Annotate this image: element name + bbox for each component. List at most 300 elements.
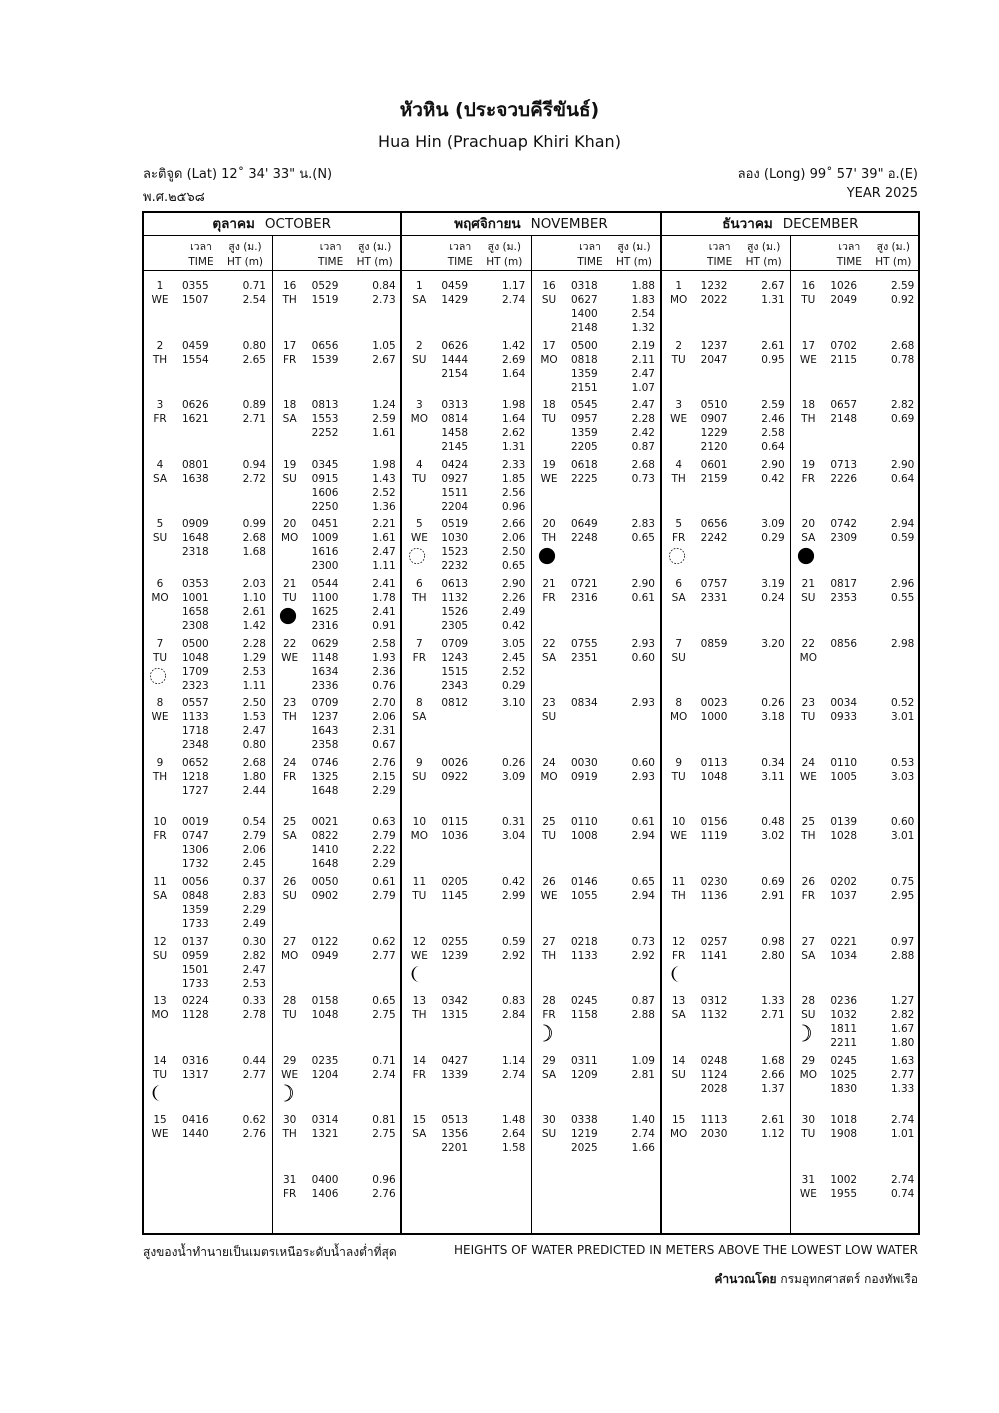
weekday: TH [671, 890, 686, 902]
tide-height: 0.59 [890, 532, 915, 545]
tide-time: 0158 [311, 995, 339, 1008]
tide-height: 2.93 [631, 697, 655, 710]
tide-height: 3.09 [501, 770, 526, 783]
day-number: 15 [153, 1114, 167, 1127]
day-label [148, 815, 172, 843]
tide-time: 0513 [441, 1114, 469, 1127]
tide-time: 0030 [571, 756, 598, 769]
tide-height: 2.92 [631, 949, 655, 962]
tide-day-entry [796, 1113, 918, 1171]
tide-heights [625, 458, 655, 486]
tide-times [830, 637, 870, 651]
tide-time: 0342 [441, 995, 469, 1008]
tide-times [312, 756, 352, 798]
weekday: TU [282, 1009, 297, 1022]
tide-times [441, 875, 481, 903]
tide-time: 0110 [571, 816, 598, 829]
tide-heights [625, 637, 655, 665]
weekday: SU [671, 651, 686, 664]
tide-time: 0122 [311, 935, 339, 948]
height-header: HT (m) [226, 256, 264, 268]
tide-time: 0859 [700, 637, 728, 650]
height-header: HT (m) [875, 256, 912, 268]
tide-day-entry [796, 1054, 918, 1112]
tide-time: 1037 [830, 890, 858, 902]
tide-day-entry [667, 994, 789, 1052]
day-label [148, 398, 172, 426]
tide-times [312, 1173, 352, 1201]
weekday: TU [541, 830, 557, 843]
tide-heights [625, 696, 655, 710]
tide-height: 2.64 [501, 1128, 526, 1141]
tide-times [182, 1054, 222, 1082]
tide-time: 1008 [571, 830, 598, 843]
tide-day-entry [278, 1113, 400, 1171]
credit-organization: กรมอุทกศาสตร์ กองทัพเรือ [780, 1272, 918, 1286]
tide-time: 1658 [182, 606, 209, 618]
tide-heights [366, 1173, 396, 1201]
tide-time: 1219 [571, 1128, 598, 1141]
tide-height: 1.67 [890, 1023, 915, 1036]
tide-times [571, 517, 611, 545]
tide-day-entry [148, 756, 270, 814]
day-label [796, 637, 820, 665]
tide-time: 0957 [571, 413, 598, 426]
tide-heights [625, 577, 655, 605]
day-number: 1 [675, 280, 682, 292]
tide-times [312, 458, 352, 514]
tide-height: 0.95 [761, 353, 785, 366]
tide-time: 1519 [311, 294, 339, 306]
day-label [796, 398, 820, 426]
tide-time: 0927 [441, 472, 469, 485]
tide-time: 0034 [830, 697, 858, 710]
tide-time: 1733 [182, 918, 209, 930]
day-label [796, 279, 820, 307]
tide-height: 2.47 [631, 367, 655, 380]
day-number: 21 [801, 578, 816, 590]
tide-height: 2.68 [242, 532, 266, 545]
tide-time: 1811 [830, 1023, 858, 1036]
tide-time: 2250 [311, 500, 339, 513]
tide-day-entry [667, 756, 789, 814]
day-number: 29 [801, 1054, 816, 1067]
tide-heights [884, 1173, 914, 1201]
tide-time: 1113 [700, 1114, 728, 1127]
tide-time: 0202 [830, 876, 858, 888]
weekday: TH [282, 711, 297, 724]
tide-time: 0817 [830, 578, 858, 590]
weekday: TH [282, 1128, 297, 1141]
tide-time: 0721 [571, 578, 598, 590]
tide-height: 0.26 [761, 697, 785, 710]
day-label [407, 756, 431, 784]
tide-day-entry [796, 279, 918, 337]
time-header-thai: เวลา [579, 241, 601, 253]
tide-day-entry [148, 517, 270, 575]
day-number: 23 [282, 697, 297, 710]
tide-height: 0.55 [890, 592, 915, 604]
day-label [537, 935, 561, 963]
weekday: FR [801, 890, 815, 902]
tide-times [312, 517, 352, 573]
tide-time: 1124 [700, 1068, 728, 1081]
day-label [407, 517, 431, 545]
time-header-thai: เวลา [708, 241, 731, 253]
weekday: TU [801, 294, 816, 306]
tide-times [441, 517, 481, 573]
tide-times [182, 696, 222, 752]
day-number: 7 [415, 637, 423, 650]
tide-time: 1048 [700, 770, 728, 783]
weekday: SA [541, 1068, 557, 1081]
tide-time: 2351 [571, 651, 598, 664]
month-title [661, 213, 920, 235]
tide-heights [495, 517, 525, 573]
tide-height: 0.60 [631, 651, 655, 664]
tide-height: 3.20 [761, 637, 785, 650]
height-header-thai: สูง (ม.) [228, 241, 262, 253]
tide-height: 2.68 [890, 339, 915, 352]
tide-time: 0709 [441, 637, 469, 650]
tide-height: 2.76 [372, 756, 396, 769]
tide-height: 0.62 [372, 935, 396, 948]
tide-height: 1.01 [890, 1128, 915, 1141]
day-number: 11 [153, 876, 167, 888]
tide-times [571, 339, 611, 395]
tide-height: 2.47 [631, 399, 655, 412]
day-number: 18 [542, 399, 556, 412]
tide-time: 0656 [700, 518, 728, 531]
tide-height: 1.11 [242, 679, 266, 692]
tide-height: 2.74 [372, 1068, 396, 1081]
tide-time: 1325 [311, 770, 339, 783]
tide-heights [884, 696, 914, 724]
day-label [667, 994, 691, 1022]
day-number: 25 [801, 816, 816, 829]
tide-time: 2348 [182, 739, 209, 752]
day-label [667, 935, 691, 963]
last-moon-icon [408, 965, 426, 983]
tide-times [182, 637, 222, 693]
tide-times [441, 279, 481, 307]
tide-time: 2028 [700, 1082, 728, 1095]
tide-times [441, 339, 481, 381]
tide-time: 0313 [441, 399, 469, 412]
tide-heights [366, 1113, 396, 1141]
tide-time: 1400 [571, 308, 598, 320]
tide-height: 1.63 [890, 1054, 915, 1067]
tide-times [312, 1113, 352, 1141]
day-label [667, 875, 691, 903]
new-moon-icon [538, 547, 556, 565]
weekday: SA [282, 413, 297, 426]
tide-day-entry [278, 339, 400, 397]
tide-time: 0019 [182, 816, 209, 829]
tide-height: 0.98 [761, 935, 785, 948]
day-label [796, 458, 820, 486]
weekday: MO [280, 949, 299, 962]
tide-time: 1621 [182, 413, 209, 426]
day-number: 30 [282, 1114, 297, 1127]
tide-day-entry [796, 875, 918, 933]
tide-times [830, 875, 870, 903]
tide-time: 2211 [830, 1037, 858, 1050]
tide-time: 2022 [700, 294, 728, 306]
tide-heights [366, 458, 396, 514]
tide-times [701, 458, 741, 486]
tide-height: 2.06 [501, 532, 526, 545]
weekday: FR [801, 472, 815, 485]
tide-height: 0.71 [242, 280, 266, 292]
tide-day-entry [667, 696, 789, 754]
weekday: FR [542, 1009, 556, 1022]
day-label [278, 815, 302, 843]
tide-height: 2.26 [501, 592, 526, 604]
tide-times [830, 458, 870, 486]
day-number: 25 [542, 816, 556, 829]
day-number: 8 [156, 697, 164, 710]
tide-height: 2.06 [242, 844, 266, 857]
tide-height: 1.88 [631, 280, 655, 292]
tide-heights [495, 875, 525, 903]
time-header: TIME [447, 256, 473, 268]
day-number: 22 [801, 637, 816, 650]
day-label [537, 1113, 561, 1141]
tide-time: 0314 [311, 1114, 339, 1127]
page-title-english: Hua Hin (Prachuap Khiri Khan) [378, 132, 621, 151]
tide-time: 1237 [700, 339, 728, 352]
weekday: TH [412, 592, 427, 604]
tide-time: 2316 [571, 592, 598, 604]
day-label [407, 458, 431, 486]
tide-times [312, 935, 352, 963]
day-label [796, 517, 820, 545]
tide-heights [366, 339, 396, 367]
tide-times [441, 1054, 481, 1082]
tide-height: 1.42 [242, 620, 266, 632]
tide-height: 1.42 [501, 339, 526, 352]
tide-height: 1.83 [631, 294, 655, 306]
tide-height: 1.12 [761, 1128, 785, 1141]
tide-time: 1507 [182, 294, 209, 306]
tide-time: 2154 [441, 367, 469, 380]
day-label [407, 398, 431, 426]
day-number: 14 [671, 1054, 686, 1067]
day-number: 13 [153, 995, 167, 1008]
tide-height: 2.94 [631, 830, 655, 843]
tide-height: 2.71 [242, 413, 266, 426]
tide-height: 0.73 [631, 935, 655, 948]
day-label [537, 339, 561, 367]
tide-height: 2.41 [372, 606, 396, 618]
tide-height: 1.07 [631, 381, 655, 394]
weekday: TH [152, 770, 168, 783]
tide-day-entry [407, 875, 529, 933]
tide-height: 2.56 [501, 486, 526, 499]
tide-height: 2.28 [631, 413, 655, 426]
day-number: 10 [671, 816, 686, 829]
tide-height: 2.93 [631, 770, 655, 783]
day-label [278, 696, 302, 724]
tide-times [701, 279, 741, 307]
weekday: SA [671, 1009, 686, 1022]
tide-time: 2248 [571, 532, 598, 545]
column-divider [272, 235, 273, 1235]
tide-day-entry [537, 577, 659, 635]
tide-heights [625, 756, 655, 784]
tide-time: 1005 [830, 770, 858, 783]
tide-heights [884, 1113, 914, 1141]
day-number: 17 [542, 339, 556, 352]
tide-time: 0312 [700, 995, 728, 1008]
tide-time: 0026 [441, 756, 469, 769]
new-moon-icon [279, 607, 297, 625]
tide-height: 0.59 [501, 935, 526, 948]
weekday: SU [541, 1128, 557, 1141]
tide-day-entry [278, 1054, 400, 1112]
tide-time: 1001 [182, 592, 209, 604]
tide-height: 0.29 [501, 679, 526, 692]
tide-time: 0813 [311, 399, 339, 412]
tide-time: 0248 [700, 1054, 728, 1067]
tide-height: 2.82 [242, 949, 266, 962]
tide-height: 1.61 [372, 532, 396, 545]
height-header-thai: สูง (ม.) [746, 241, 781, 253]
tide-height: 1.85 [501, 472, 526, 485]
day-number: 20 [542, 518, 556, 531]
tide-time: 1002 [830, 1174, 858, 1186]
tide-height: 2.29 [372, 858, 396, 871]
tide-times [830, 994, 870, 1050]
tide-time: 1643 [311, 725, 339, 738]
tide-time: 1830 [830, 1082, 858, 1095]
tide-day-entry [148, 1113, 270, 1171]
weekday: TU [541, 413, 557, 426]
day-label [407, 994, 431, 1022]
tide-heights [884, 875, 914, 903]
tide-height: 2.28 [242, 637, 266, 650]
height-header-thai: สูง (ม.) [876, 241, 910, 253]
tide-time: 2353 [830, 592, 858, 604]
day-number: 19 [801, 458, 816, 471]
tide-time: 2226 [830, 472, 858, 485]
tide-day-entry [407, 696, 529, 754]
day-number: 29 [282, 1054, 297, 1067]
tide-day-entry [407, 1054, 529, 1112]
time-header-thai: เวลา [319, 241, 342, 253]
month-name-english: DECEMBER [782, 216, 859, 232]
tide-times [830, 577, 870, 605]
weekday: TH [282, 294, 297, 306]
tide-day-entry [667, 458, 789, 516]
tide-day-entry [148, 279, 270, 337]
day-number: 26 [282, 876, 297, 888]
weekday: SU [282, 472, 297, 485]
time-header-thai: เวลา [449, 241, 472, 253]
tide-day-entry [278, 458, 400, 516]
tide-heights [236, 517, 266, 559]
day-number: 10 [412, 816, 427, 829]
tide-heights [236, 279, 266, 307]
tide-height: 0.42 [761, 472, 785, 485]
day-label [407, 577, 431, 605]
tide-times [312, 398, 352, 440]
tide-day-entry [667, 1113, 789, 1171]
tide-time: 0652 [182, 756, 209, 769]
tide-day-entry [537, 458, 659, 516]
tide-heights [366, 935, 396, 963]
tide-day-entry [667, 935, 789, 993]
tide-time: 0909 [182, 518, 209, 531]
day-label [796, 935, 820, 963]
tide-height: 2.94 [890, 518, 915, 531]
height-header-thai: สูง (ม.) [357, 241, 392, 253]
tide-height: 2.33 [501, 458, 526, 471]
tide-heights [755, 756, 785, 784]
weekday: SU [801, 1009, 816, 1022]
tide-height: 2.77 [890, 1068, 915, 1081]
tide-time: 1606 [311, 486, 339, 499]
tide-time: 0230 [700, 876, 728, 888]
day-label [667, 756, 691, 784]
tide-times [182, 517, 222, 559]
tide-heights [755, 279, 785, 307]
day-number: 2 [675, 339, 682, 352]
tide-height: 1.27 [890, 995, 915, 1008]
tide-height: 0.42 [501, 620, 526, 632]
tide-height: 2.66 [501, 518, 526, 531]
tide-time: 0400 [311, 1174, 339, 1186]
tide-heights [884, 398, 914, 426]
day-label [407, 279, 431, 307]
tide-height: 0.54 [242, 816, 266, 829]
tide-day-entry [407, 756, 529, 814]
tide-heights [366, 398, 396, 440]
tide-height: 3.01 [890, 711, 915, 724]
day-number: 23 [542, 697, 556, 710]
day-number: 17 [282, 339, 297, 352]
weekday: WE [540, 890, 558, 902]
time-header-thai: เวลา [838, 241, 861, 253]
tide-height: 3.03 [890, 770, 915, 783]
tide-day-entry [148, 935, 270, 993]
tide-height: 0.60 [890, 816, 915, 829]
tide-heights [884, 339, 914, 367]
tide-day-entry [537, 279, 659, 337]
day-label [278, 577, 302, 605]
tide-height: 0.87 [631, 995, 655, 1008]
tide-day-entry [407, 279, 529, 337]
tide-time: 1523 [441, 546, 469, 559]
tide-height: 2.59 [372, 413, 396, 426]
tide-day-entry [537, 1113, 659, 1171]
weekday: TU [671, 770, 686, 783]
tide-times [182, 398, 222, 426]
weekday: WE [799, 353, 817, 366]
tide-time: 1444 [441, 353, 469, 366]
tide-height: 0.69 [890, 413, 915, 426]
tide-times [441, 458, 481, 514]
weekday: FR [282, 353, 297, 366]
tide-time: 0424 [441, 458, 469, 471]
month-divider [660, 211, 662, 1235]
day-label [278, 517, 302, 545]
day-label [796, 875, 820, 903]
tide-day-entry [667, 815, 789, 873]
weekday: TU [152, 651, 168, 664]
tide-heights [755, 339, 785, 367]
